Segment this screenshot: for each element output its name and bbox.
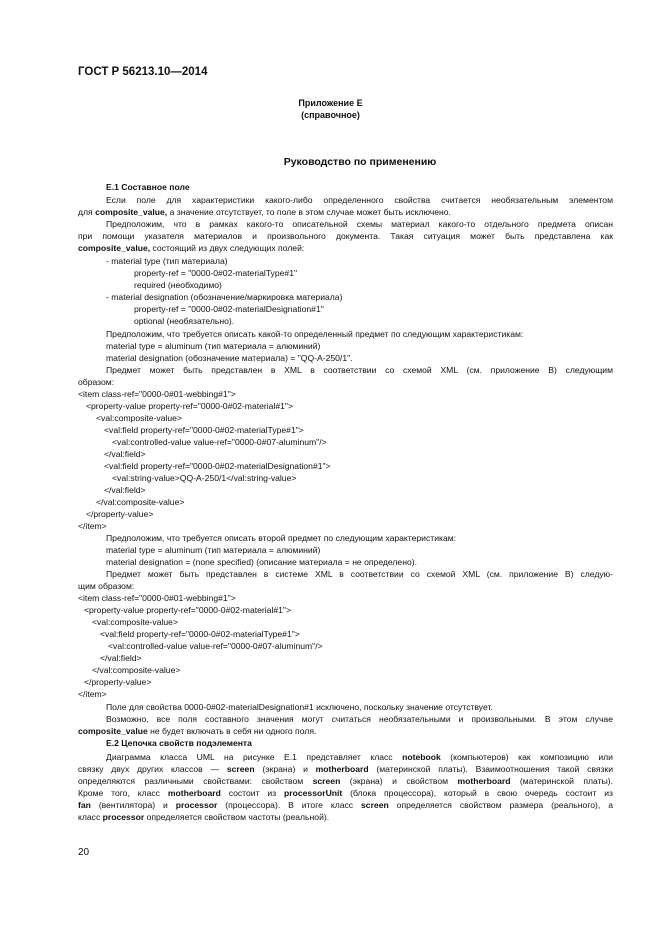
code-line: <item class-ref="0000-0#01-webbing#1"> [78,593,236,603]
list-item: optional (необязательно). [134,316,235,326]
paragraph-line: Диаграмма класса UML на рисунке Е.1 представляет класс notebook (компьютеров) как композицию или [106,752,613,762]
code-line: </val:field> [104,485,146,495]
code-line: <val:field property-ref="0000-0#02-materialType#1"> [100,629,300,639]
paragraph-line: material type = aluminum (тип материала = алюминий) [106,341,321,351]
paragraph-line: щим образом: [78,581,135,591]
list-item: - material type (тип материала) [106,256,228,266]
paragraph-line: Возможно, все поля составного значения могут считаться необязательными и произвольными. В этом случае [106,714,613,724]
list-item: required (необходимо) [134,280,222,290]
paragraph-line: material designation (обозначение материала) = "QQ-A-250/1". [106,353,353,363]
code-line: </val:composite-value> [96,497,185,507]
code-line: <val:string-value>QQ-A-250/1</val:string-value> [112,473,297,483]
paragraph-line: Поле для свойства 0000-0#02-materialDesignation#1 исключено, поскольку значение отсутствует. [106,702,493,712]
paragraph-line: Предположим, что требуется описать второй предмет по следующим характеристикам: [106,533,457,543]
annex-label: Приложение Е [298,98,363,108]
code-line: <item class-ref="0000-0#01-webbing#1"> [78,389,236,399]
code-line: </val:field> [104,449,146,459]
document-code: ГОСТ Р 56213.10—2014 [78,66,208,78]
list-item: property-ref = "0000-0#02-materialDesignation#1" [134,304,324,314]
paragraph-line: Предположим, что требуется описать какой-то определенный предмет по следующим характеристикам: [106,329,524,339]
code-line: <val:composite-value> [92,617,178,627]
paragraph-line: Кроме того, класс motherboard состоит из processorUnit (блока процессора), который в свою очередь состоит из [78,788,613,798]
paragraph-line: Предмет может быть представлен в системе XML в соответствии со схемой XML (см. приложение В) следую- [106,569,613,579]
code-line: <val:composite-value> [96,413,182,423]
paragraph-line: composite_value, состоящий из двух следующих полей: [78,243,305,253]
section-heading-e2: Е.2 Цепочка свойств подэлемента [106,738,252,748]
code-line: </property-value> [86,509,154,519]
code-line: <val:controlled-value value-ref="0000-0#07-aluminum"/> [108,641,323,651]
paragraph-line: material designation = (none specified) (описание материала = не определено). [106,557,417,567]
section-heading-e1: Е.1 Составное поле [106,182,190,192]
list-item: - material designation (обозначение/маркировка материала) [106,292,343,302]
paragraph-line: класс processor определяется свойством частоты (реальной). [78,812,330,822]
paragraph-line: определяются различными свойствами: свойством screen (экрана) и свойством motherboard (материнской платы). [78,776,613,786]
code-line: <property-value property-ref="0000-0#02-material#1"> [86,401,293,411]
page-number: 20 [78,847,90,858]
paragraph-line: Предмет может быть представлен в XML в соответствии со схемой XML (см. приложение В) следующим [106,365,613,375]
paragraph-line: composite_value не будет включать в себя ни одного поля. [78,726,317,736]
code-line: <property-value property-ref="0000-0#02-material#1"> [84,605,291,615]
paragraph-line: fan (вентилятора) и processor (процессора). В итоге класс screen определяется свойством размера (реального), а [78,800,613,810]
annex-type: (справочное) [301,110,360,120]
code-line: </item> [78,521,107,531]
paragraph-line: Предположим, что в рамках какого-то описательной схемы материал какого-то отдельного предмета описан [106,219,613,229]
paragraph-line: Если поле для характеристики какого-либо определенного свойства считается необязательным элементом [106,195,613,205]
paragraph-line: material type = aluminum (тип материала = алюминий) [106,545,321,555]
paragraph-line: связку двух других классов — screen (экрана) и motherboard (материнской платы). Взаимоотношения такой связки [78,764,613,774]
paragraph-line: при помощи указателя материалов и произвольного документа. Такая ситуация может быть представлена как [78,231,613,241]
page-title: Руководство по применению [283,156,437,168]
paragraph-line: для composite_value, а значение отсутствует, то поле в этом случае может быть исключено. [78,207,451,217]
code-line: </item> [78,689,107,699]
code-line: <val:field property-ref="0000-0#02-materialType#1"> [104,425,304,435]
paragraph-line: образом: [78,377,115,387]
code-line: </val:field> [100,653,142,663]
code-line: <val:controlled-value value-ref="0000-0#07-aluminum"/> [112,437,327,447]
list-item: property-ref = "0000-0#02-materialType#1" [134,268,298,278]
code-line: </val:composite-value> [92,665,181,675]
code-line: </property-value> [84,677,152,687]
code-line: <val:field property-ref="0000-0#02-materialDesignation#1"> [104,461,331,471]
